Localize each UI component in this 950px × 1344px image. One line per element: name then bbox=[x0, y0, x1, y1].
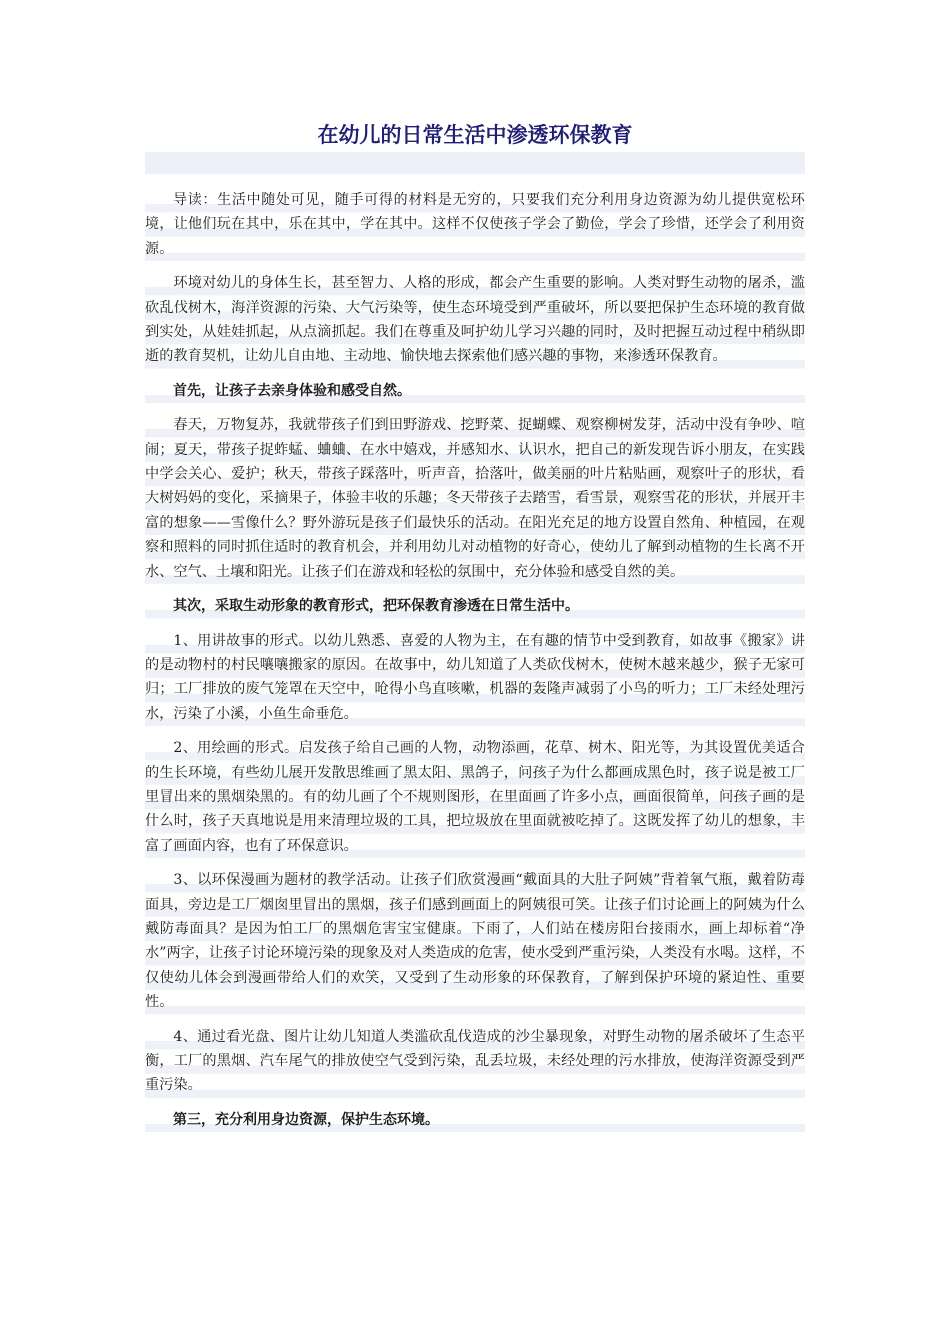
body-paragraph: 4、通过看光盘、图片让幼儿知道人类滥砍乱伐造成的沙尘暴现象，对野生动物的屠杀破坏了生态平衡，工厂的黑烟、汽车尾气的排放使空气受到污染，乱丢垃圾，未经处理的污水排放，使海洋资源受到严重污染。 bbox=[145, 1025, 805, 1098]
body-paragraph: 2、用绘画的形式。启发孩子给自己画的人物，动物添画，花草、树木、阳光等，为其设置优美适合的生长环境，有些幼儿展开发散思维画了黑太阳、黑鸽子，问孩子为什么都画成黑色时，孩子说是被工厂里冒出来的黑烟染黑的。有的幼儿画了个不规则图形，在里面画了许多小点，画面很简单，问孩子画的是什么时，孩子天真地说是用来清理垃圾的工具，把垃圾放在里面就被吃掉了。这既发挥了幼儿的想象，丰富了画面内容，也有了环保意识。 bbox=[145, 736, 805, 858]
title-underline-band bbox=[145, 152, 805, 174]
body-paragraph: 春天，万物复苏，我就带孩子们到田野游戏、挖野菜、捉蝴蝶、观察柳树发芽，活动中没有争吵、喧闹；夏天，带孩子捉蚱蜢、蛐蛐、在水中嬉戏，并感知水、认识水，把自己的新发现告诉小朋友，在实践中学会关心、爱护；秋天，带孩子踩落叶，听声音，拾落叶，做美丽的叶片粘贴画，观察叶子的形状，看大树妈妈的变化，采摘果子，体验丰收的乐趣；冬天带孩子去踏雪，看雪景，观察雪花的形状，并展开丰富的想象——雪像什么？野外游玩是孩子们最快乐的活动。在阳光充足的地方设置自然角、种植园，在观察和照料的同时抓住适时的教育机会，并利用幼儿对动植物的好奇心，使幼儿了解到动植物的生长离不开水、空气、土壤和阳光。让孩子们在游戏和轻松的氛围中，充分体验和感受自然的美。 bbox=[145, 413, 805, 584]
body-paragraph: 1、用讲故事的形式。以幼儿熟悉、喜爱的人物为主，在有趣的情节中受到教育，如故事《搬家》讲的是动物村的村民嚷嚷搬家的原因。在故事中，幼儿知道了人类砍伐树木，使树木越来越少，猴子无家可归；工厂排放的废气笼罩在天空中，呛得小鸟直咳嗽，机器的轰隆声减弱了小鸟的听力；工厂未经处理污水，污染了小溪，小鱼生命垂危。 bbox=[145, 629, 805, 727]
document-page bbox=[145, 118, 805, 1142]
body-paragraph: 3、以环保漫画为题材的教学活动。让孩子们欣赏漫画“戴面具的大肚子阿姨”背着氧气瓶，戴着防毒面具，旁边是工厂烟囱里冒出的黑烟，孩子们感到画面上的阿姨很可笑。让孩子们讨论画上的阿姨为什么戴防毒面具？是因为怕工厂的黑烟危害宝宝健康。下雨了，人们站在楼房阳台接雨水，画上却标着“净水”两字，让孩子讨论环境污染的现象及对人类造成的危害，使水受到严重污染，人类没有水喝。这样，不仅使幼儿体会到漫画带给人们的欢笑，又受到了生动形象的环保教育，了解到保护环境的紧迫性、重要性。 bbox=[145, 868, 805, 1014]
intro-paragraph: 导读：生活中随处可见，随手可得的材料是无穷的，只要我们充分利用身边资源为幼儿提供宽松环境，让他们玩在其中，乐在其中，学在其中。这样不仅使孩子学会了勤俭，学会了珍惜，还学会了利用资源。 bbox=[145, 188, 805, 261]
body-paragraph: 环境对幼儿的身体生长，甚至智力、人格的形成，都会产生重要的影响。人类对野生动物的屠杀，滥砍乱伐树木，海洋资源的污染、大气污染等，使生态环境受到严重破坏，所以要把保护生态环境的教育做到实处，从娃娃抓起，从点滴抓起。我们在尊重及呵护幼儿学习兴趣的同时，及时把握互动过程中稍纵即逝的教育契机，让幼儿自由地、主动地、愉快地去探索他们感兴趣的事物，来渗透环保教育。 bbox=[145, 271, 805, 369]
section-heading-second: 其次，采取生动形象的教育形式，把环保教育渗透在日常生活中。 bbox=[145, 594, 805, 618]
article-title: 在幼儿的日常生活中渗透环保教育 bbox=[317, 123, 633, 147]
section-heading-first: 首先，让孩子去亲身体验和感受自然。 bbox=[145, 379, 805, 403]
section-heading-third: 第三，充分利用身边资源，保护生态环境。 bbox=[145, 1108, 805, 1132]
